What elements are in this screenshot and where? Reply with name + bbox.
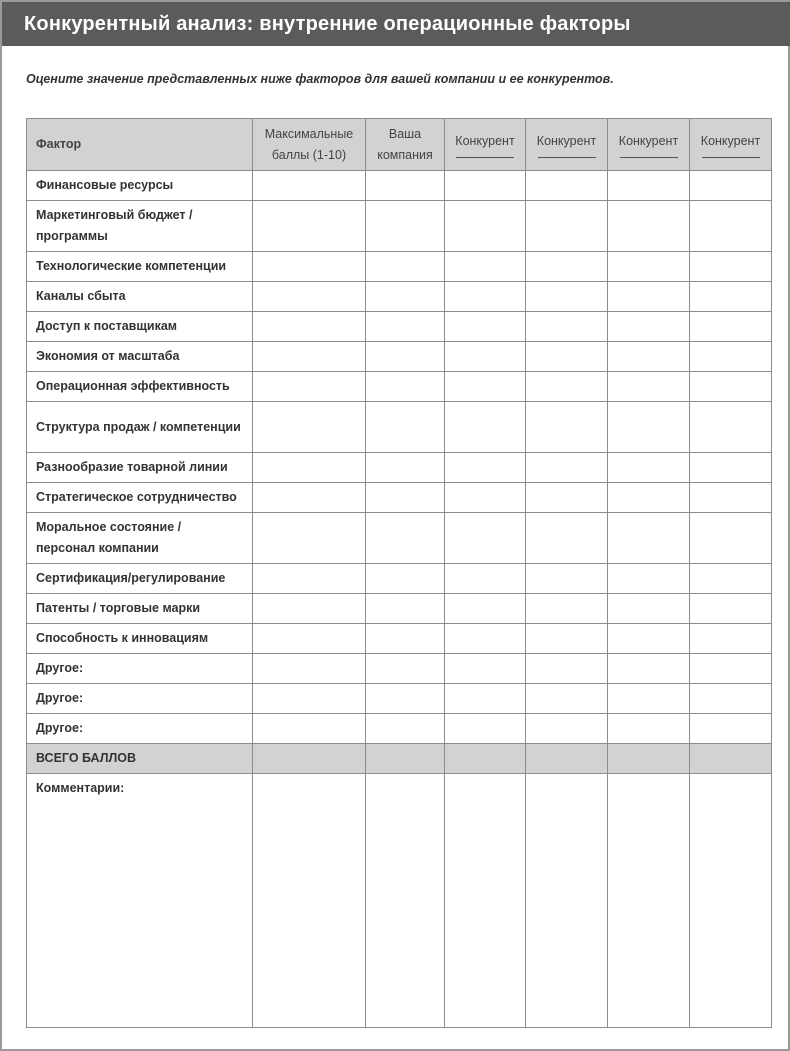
- score-cell[interactable]: [690, 282, 772, 312]
- score-cell[interactable]: [526, 684, 608, 714]
- table-row: [27, 483, 772, 513]
- score-cell[interactable]: [690, 402, 772, 453]
- score-cell[interactable]: [526, 624, 608, 654]
- score-cell[interactable]: [690, 201, 772, 252]
- score-cell[interactable]: [253, 201, 366, 252]
- table-row: [27, 594, 772, 624]
- score-cell[interactable]: [608, 312, 690, 342]
- table-row: [27, 654, 772, 684]
- page-title: Конкурентный анализ: внутренние операционные факторы: [2, 2, 790, 46]
- score-cell[interactable]: [608, 513, 690, 564]
- header-competitor-4: [690, 119, 772, 171]
- score-cell[interactable]: [526, 372, 608, 402]
- score-cell[interactable]: [445, 453, 526, 483]
- score-cell[interactable]: [445, 282, 526, 312]
- score-cell[interactable]: [253, 714, 366, 744]
- factor-label: Маркетинговый бюджет / программы: [27, 201, 253, 252]
- analysis-table: [26, 118, 772, 1028]
- table-row: [27, 513, 772, 564]
- score-cell[interactable]: [253, 402, 366, 453]
- score-cell[interactable]: [366, 744, 445, 774]
- score-cell[interactable]: [526, 744, 608, 774]
- score-cell[interactable]: [690, 684, 772, 714]
- total-row: [27, 744, 772, 774]
- table-row: [27, 342, 772, 372]
- score-cell[interactable]: [690, 483, 772, 513]
- score-cell[interactable]: [526, 252, 608, 282]
- score-cell[interactable]: [366, 372, 445, 402]
- table-row: [27, 453, 772, 483]
- score-cell[interactable]: [608, 774, 690, 1028]
- score-cell[interactable]: [253, 372, 366, 402]
- table-row: [27, 201, 772, 252]
- header-competitor-1: [445, 119, 526, 171]
- score-cell[interactable]: [526, 714, 608, 744]
- score-cell[interactable]: [526, 282, 608, 312]
- score-cell[interactable]: [366, 684, 445, 714]
- table-row: [27, 402, 772, 453]
- score-cell[interactable]: [526, 654, 608, 684]
- score-cell[interactable]: [366, 171, 445, 201]
- score-cell[interactable]: [608, 684, 690, 714]
- score-cell[interactable]: [690, 513, 772, 564]
- score-cell[interactable]: [526, 774, 608, 1028]
- score-cell[interactable]: [366, 564, 445, 594]
- score-cell[interactable]: [608, 372, 690, 402]
- score-cell[interactable]: [526, 453, 608, 483]
- score-cell[interactable]: [690, 171, 772, 201]
- score-cell[interactable]: [366, 342, 445, 372]
- score-cell[interactable]: [445, 171, 526, 201]
- score-cell[interactable]: [445, 624, 526, 654]
- factor-label: Другое:: [27, 714, 253, 744]
- score-cell[interactable]: [526, 513, 608, 564]
- score-cell[interactable]: [690, 774, 772, 1028]
- comments-row: [27, 774, 772, 1028]
- table-row: [27, 282, 772, 312]
- score-cell[interactable]: [526, 342, 608, 372]
- score-cell[interactable]: [608, 594, 690, 624]
- score-cell[interactable]: [253, 282, 366, 312]
- score-cell[interactable]: [526, 402, 608, 453]
- score-cell[interactable]: [445, 372, 526, 402]
- score-cell[interactable]: [690, 654, 772, 684]
- factor-label: Стратегическое сотрудничество: [27, 483, 253, 513]
- score-cell[interactable]: [608, 654, 690, 684]
- score-cell[interactable]: [366, 252, 445, 282]
- competitor-label: Конкурент: [536, 134, 597, 148]
- score-cell[interactable]: [690, 453, 772, 483]
- header-max-score: Максимальные баллы (1-10): [253, 119, 366, 171]
- score-cell[interactable]: [526, 312, 608, 342]
- instruction-text: Оцените значение представленных ниже факторов для вашей компании и ее конкурентов.: [26, 72, 614, 86]
- score-cell[interactable]: [253, 483, 366, 513]
- competitor-name-blank[interactable]: [538, 156, 596, 158]
- score-cell[interactable]: [253, 342, 366, 372]
- competitor-name-blank[interactable]: [456, 156, 514, 158]
- table-row: [27, 171, 772, 201]
- score-cell[interactable]: [366, 312, 445, 342]
- score-cell[interactable]: [366, 201, 445, 252]
- score-cell[interactable]: [690, 624, 772, 654]
- comments-label: Комментарии:: [27, 774, 253, 1028]
- score-cell[interactable]: [253, 744, 366, 774]
- header-row: [27, 119, 772, 171]
- score-cell[interactable]: [445, 483, 526, 513]
- score-cell[interactable]: [366, 624, 445, 654]
- score-cell[interactable]: [445, 744, 526, 774]
- score-cell[interactable]: [445, 594, 526, 624]
- score-cell[interactable]: [253, 513, 366, 564]
- score-cell[interactable]: [690, 714, 772, 744]
- competitor-name-blank[interactable]: [620, 156, 678, 158]
- score-cell[interactable]: [526, 201, 608, 252]
- factor-label: Способность к инновациям: [27, 624, 253, 654]
- score-cell[interactable]: [253, 453, 366, 483]
- competitor-name-blank[interactable]: [702, 156, 760, 158]
- header-competitor-2: [526, 119, 608, 171]
- score-cell[interactable]: [608, 624, 690, 654]
- score-cell[interactable]: [608, 453, 690, 483]
- factor-label: Сертификация/регулирование: [27, 564, 253, 594]
- score-cell[interactable]: [608, 252, 690, 282]
- factor-label: Технологические компетенции: [27, 252, 253, 282]
- score-cell[interactable]: [608, 171, 690, 201]
- table-body: [27, 171, 772, 1028]
- factor-label: Операционная эффективность: [27, 372, 253, 402]
- score-cell[interactable]: [445, 714, 526, 744]
- competitor-label: Конкурент: [618, 134, 679, 148]
- factor-label: Моральное состояние / персонал компании: [27, 513, 253, 564]
- factor-label: Другое:: [27, 654, 253, 684]
- score-cell[interactable]: [526, 564, 608, 594]
- score-cell[interactable]: [526, 483, 608, 513]
- score-cell[interactable]: [366, 513, 445, 564]
- score-cell[interactable]: [690, 312, 772, 342]
- score-cell[interactable]: [608, 714, 690, 744]
- table-row: [27, 624, 772, 654]
- competitor-label: Конкурент: [455, 134, 515, 148]
- score-cell[interactable]: [366, 714, 445, 744]
- score-cell[interactable]: [690, 594, 772, 624]
- header-factor: Фактор: [27, 119, 253, 171]
- score-cell[interactable]: [608, 282, 690, 312]
- factor-label: Экономия от масштаба: [27, 342, 253, 372]
- table-row: [27, 252, 772, 282]
- score-cell[interactable]: [526, 171, 608, 201]
- score-cell[interactable]: [366, 483, 445, 513]
- score-cell[interactable]: [253, 564, 366, 594]
- score-cell[interactable]: [690, 372, 772, 402]
- score-cell[interactable]: [253, 774, 366, 1028]
- total-label: ВСЕГО БАЛЛОВ: [27, 744, 253, 774]
- score-cell[interactable]: [608, 402, 690, 453]
- score-cell[interactable]: [608, 744, 690, 774]
- score-cell[interactable]: [366, 402, 445, 453]
- score-cell[interactable]: [445, 684, 526, 714]
- factor-label: Разнообразие товарной линии: [27, 453, 253, 483]
- header-your-company: Ваша компания: [366, 119, 445, 171]
- score-cell[interactable]: [445, 564, 526, 594]
- score-cell[interactable]: [445, 201, 526, 252]
- score-cell[interactable]: [366, 453, 445, 483]
- score-cell[interactable]: [253, 252, 366, 282]
- score-cell[interactable]: [690, 252, 772, 282]
- table-row: [27, 372, 772, 402]
- score-cell[interactable]: [690, 342, 772, 372]
- score-cell[interactable]: [366, 774, 445, 1028]
- score-cell[interactable]: [253, 594, 366, 624]
- score-cell[interactable]: [366, 594, 445, 624]
- score-cell[interactable]: [253, 171, 366, 201]
- table-row: [27, 564, 772, 594]
- score-cell[interactable]: [608, 564, 690, 594]
- score-cell[interactable]: [690, 564, 772, 594]
- score-cell[interactable]: [445, 402, 526, 453]
- score-cell[interactable]: [253, 624, 366, 654]
- score-cell[interactable]: [445, 312, 526, 342]
- score-cell[interactable]: [526, 594, 608, 624]
- score-cell[interactable]: [445, 654, 526, 684]
- score-cell[interactable]: [366, 282, 445, 312]
- factor-label: Структура продаж / компетенции: [27, 402, 253, 453]
- score-cell[interactable]: [366, 654, 445, 684]
- table-row: [27, 312, 772, 342]
- score-cell[interactable]: [608, 201, 690, 252]
- score-cell[interactable]: [253, 684, 366, 714]
- header-competitor-3: [608, 119, 690, 171]
- score-cell[interactable]: [253, 654, 366, 684]
- table-row: [27, 684, 772, 714]
- factor-label: Финансовые ресурсы: [27, 171, 253, 201]
- score-cell[interactable]: [445, 252, 526, 282]
- score-cell[interactable]: [445, 342, 526, 372]
- factor-label: Другое:: [27, 684, 253, 714]
- table-row: [27, 714, 772, 744]
- score-cell[interactable]: [253, 312, 366, 342]
- score-cell[interactable]: [608, 342, 690, 372]
- score-cell[interactable]: [445, 774, 526, 1028]
- factor-label: Доступ к поставщикам: [27, 312, 253, 342]
- score-cell[interactable]: [445, 513, 526, 564]
- factor-label: Каналы сбыта: [27, 282, 253, 312]
- score-cell[interactable]: [690, 744, 772, 774]
- competitor-label: Конкурент: [700, 134, 761, 148]
- factor-label: Патенты / торговые марки: [27, 594, 253, 624]
- score-cell[interactable]: [608, 483, 690, 513]
